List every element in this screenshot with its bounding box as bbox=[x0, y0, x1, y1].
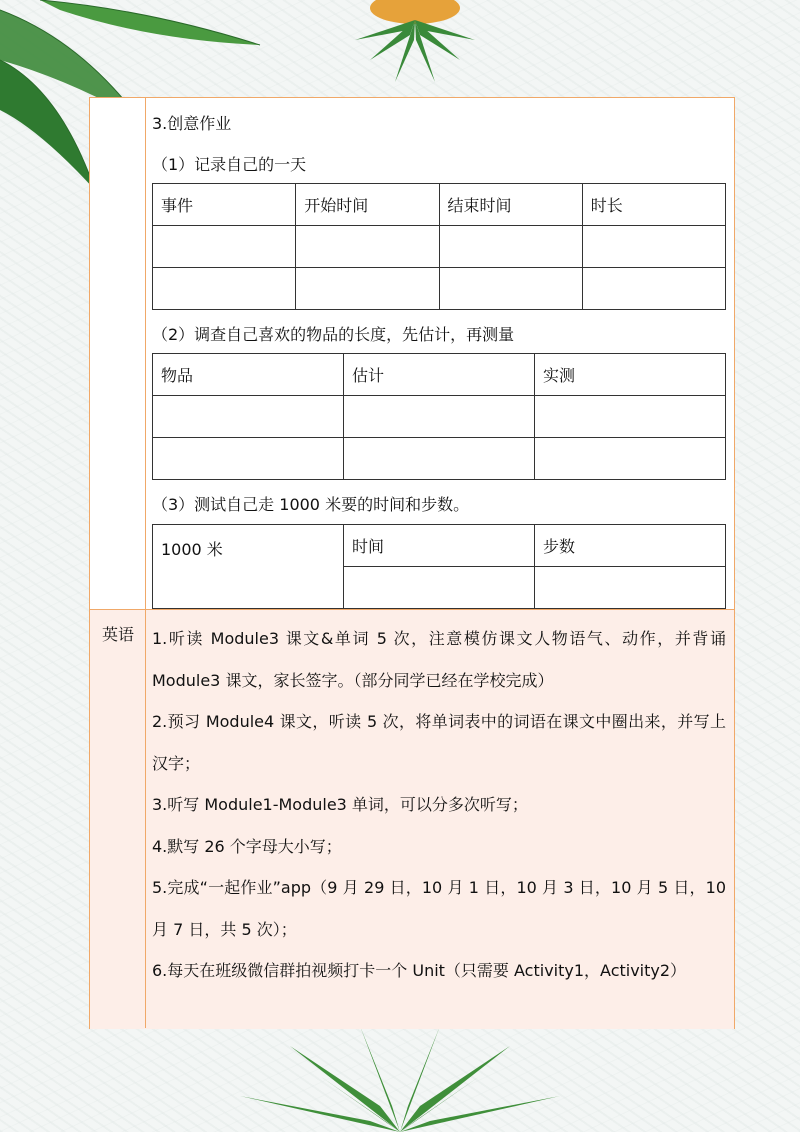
list-item: 1.听读 Module3 课文&单词 5 次，注意模仿课文人物语气、动作，并背诵 Module3 课文，家长签字。（部分同学已经在学校完成） bbox=[152, 629, 726, 690]
subject-column bbox=[90, 98, 146, 1028]
table-row bbox=[153, 438, 726, 480]
creative-homework-heading: 3.创意作业 bbox=[152, 114, 232, 133]
list-item: 3.听写 Module1-Module3 单词，可以分多次听写； bbox=[152, 795, 528, 814]
length-survey-table bbox=[152, 353, 726, 480]
list-item: 2.预习 Module4 课文，听读 5 次，将单词表中的词语在课文中圈出来，并写上汉字； bbox=[152, 712, 726, 773]
header-cell: 实测 bbox=[535, 354, 726, 396]
task3-title: （3）测试自己走 1000 米要的时间和步数。 bbox=[152, 495, 470, 514]
daily-record-table bbox=[152, 183, 726, 310]
homework-table bbox=[89, 97, 735, 1029]
table-row bbox=[153, 268, 726, 310]
header-cell: 结束时间 bbox=[439, 184, 582, 226]
header-cell: 物品 bbox=[153, 354, 344, 396]
empty-cell bbox=[535, 396, 726, 438]
header-cell: 估计 bbox=[344, 354, 535, 396]
empty-cell bbox=[296, 268, 439, 310]
empty-cell bbox=[439, 268, 582, 310]
empty-cell bbox=[153, 268, 296, 310]
row-divider bbox=[90, 609, 734, 610]
table-row bbox=[153, 396, 726, 438]
empty-cell bbox=[344, 438, 535, 480]
table-row bbox=[153, 184, 726, 226]
list-item: 5.完成“一起作业”app（9 月 29 日，10 月 1 日，10 月 3 日，10 月 5 日，10 月 7 日，共 5 次）； bbox=[152, 878, 726, 939]
empty-cell bbox=[344, 396, 535, 438]
empty-cell bbox=[344, 567, 535, 609]
table-row bbox=[153, 226, 726, 268]
header-cell: 时长 bbox=[582, 184, 725, 226]
task2-title: （2）调查自己喜欢的物品的长度，先估计，再测量 bbox=[152, 325, 515, 344]
pineapple-top-icon bbox=[350, 0, 480, 82]
empty-cell bbox=[582, 226, 725, 268]
english-homework-list bbox=[152, 618, 726, 992]
header-cell: 时间 bbox=[344, 525, 535, 567]
empty-cell bbox=[153, 438, 344, 480]
empty-cell bbox=[439, 226, 582, 268]
empty-cell bbox=[535, 567, 726, 609]
empty-cell bbox=[296, 226, 439, 268]
list-item: 4.默写 26 个字母大小写； bbox=[152, 836, 342, 856]
table-row bbox=[153, 525, 726, 567]
header-cell: 开始时间 bbox=[296, 184, 439, 226]
empty-cell bbox=[535, 438, 726, 480]
empty-cell bbox=[153, 396, 344, 438]
walking-test-table bbox=[152, 524, 726, 609]
subject-label-english: 英语 bbox=[101, 625, 134, 644]
header-cell: 事件 bbox=[153, 184, 296, 226]
table-row bbox=[153, 354, 726, 396]
header-cell: 步数 bbox=[535, 525, 726, 567]
header-cell: 1000 米 bbox=[153, 525, 344, 609]
empty-cell bbox=[582, 268, 725, 310]
empty-cell bbox=[153, 226, 296, 268]
task1-title: （1）记录自己的一天 bbox=[152, 155, 307, 174]
pineapple-leaves-icon bbox=[230, 1026, 570, 1132]
list-item: 6.每天在班级微信群拍视频打卡一个 Unit（只需要 Activity1，Activity2） bbox=[152, 961, 687, 980]
